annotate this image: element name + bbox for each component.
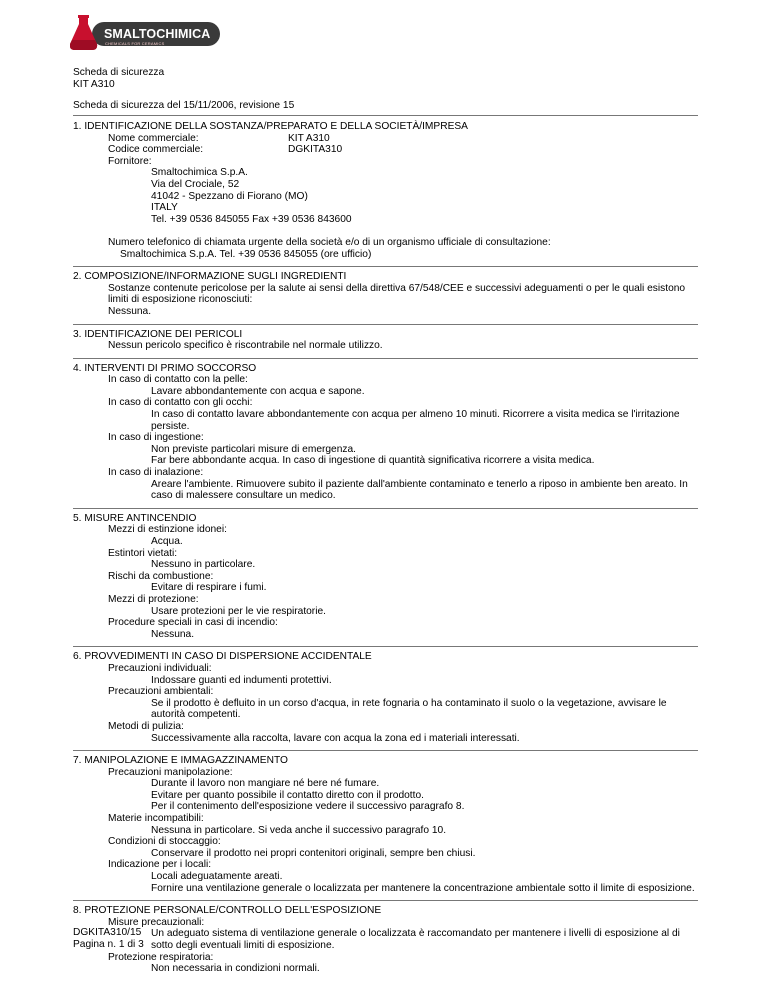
field-value: Durante il lavoro non mangiare né bere né fumare. [151, 778, 380, 790]
field-label: Codice commerciale: [108, 144, 204, 156]
field-value: DGKITA310 [288, 144, 343, 156]
section-7 [73, 755, 698, 901]
section-title: 2. COMPOSIZIONE/INFORMAZIONE SUGLI INGREDIENTI [73, 271, 347, 283]
field-label: Rischi da combustione: [108, 570, 214, 582]
field-value: Conservare il prodotto nei propri contenitori originali, sempre ben chiusi. [151, 847, 476, 859]
section-6 [73, 651, 698, 751]
field-value: Se il prodotto è defluito in un corso d'acqua, in rete fognaria o ha contaminato il suolo o la vegetazione, avvisare le autorità competenti. [151, 697, 667, 721]
section-title: 5. MISURE ANTINCENDIO [73, 512, 197, 524]
field-value: Nessuna in particolare. Si veda anche il successivo paragrafo 10. [151, 824, 447, 836]
field-label: In caso di ingestione: [108, 432, 204, 444]
field-value: Smaltochimica S.p.A. Tel. +39 0536 845055 (ore ufficio) [120, 248, 372, 260]
field-value: Non previste particolari misure di emergenza. [151, 443, 356, 455]
company-logo [70, 14, 222, 54]
field-value: Evitare per quanto possibile il contatto diretto con il prodotto. [151, 789, 424, 801]
address-line: 41042 - Spezzano di Fiorano (MO) [151, 190, 308, 202]
header-product: KIT A310 [73, 78, 115, 90]
field-label: Estintori vietati: [108, 547, 178, 559]
field-value: In caso di contatto lavare abbondantemente con acqua per almeno 10 minuti. Ricorrere a visita medica se l'irritazione persiste. [151, 409, 680, 432]
field-row [73, 133, 698, 145]
field-label: In caso di contatto con la pelle: [108, 374, 248, 386]
field-value: KIT A310 [288, 132, 330, 144]
address-line: Tel. +39 0536 845055 Fax +39 0536 843600 [151, 213, 352, 225]
field-label: Mezzi di protezione: [108, 593, 199, 605]
section-5 [73, 513, 698, 648]
field-value: Usare protezioni per le vie respiratorie. [151, 605, 326, 617]
field-row [73, 144, 698, 156]
field-value: Indossare guanti ed indumenti protettivi. [151, 674, 332, 686]
section-4 [73, 363, 698, 509]
field-label: Mezzi di estinzione idonei: [108, 524, 227, 536]
section-title: 1. IDENTIFICAZIONE DELLA SOSTANZA/PREPARATO E DELLA SOCIETÀ/IMPRESA [73, 121, 468, 132]
document-code: DGKITA310/15 [73, 927, 142, 938]
section-title: 6. PROVVEDIMENTI IN CASO DI DISPERSIONE ACCIDENTALE [73, 651, 372, 663]
field-label: Indicazione per i locali: [108, 859, 212, 871]
field-value: Acqua. [151, 536, 183, 547]
revision-line: Scheda di sicurezza del 15/11/2006, revisione 15 [73, 100, 295, 111]
section-title: 8. PROTEZIONE PERSONALE/CONTROLLO DELL'ESPOSIZIONE [73, 905, 382, 917]
section-text: Nessun pericolo specifico è riscontrabile nel normale utilizzo. [108, 340, 383, 352]
field-label: Precauzioni ambientali: [108, 686, 214, 698]
field-label: In caso di inalazione: [108, 467, 204, 479]
document-body [73, 121, 698, 975]
section-1 [73, 121, 698, 267]
field-label: Nome commerciale: [108, 132, 199, 144]
document-header [73, 67, 164, 90]
field-label: Misure precauzionali: [108, 916, 205, 928]
field-value: Nessuna. [151, 628, 195, 640]
field-value: Nessuna. [108, 305, 152, 317]
header-title: Scheda di sicurezza [73, 67, 165, 78]
field-value: Successivamente alla raccolta, lavare con acqua la zona ed i materiali interessati. [151, 732, 520, 744]
field-value: Un adeguato sistema di ventilazione generale o localizzata è raccomandato per mantenere i livelli di esposizione al di sotto degli eventuali limiti di esposizione. [151, 928, 680, 951]
section-text: Sostanze contenute pericolose per la salute ai sensi della direttiva 67/548/CEE e successivi adeguamenti o per le quali esistono limiti di esposizione riconosciuti: [108, 282, 686, 306]
field-label: In caso di contatto con gli occhi: [108, 397, 253, 409]
field-value: Far bere abbondante acqua. In caso di ingestione di quantità significativa ricorrere a visita medica. [151, 455, 595, 467]
field-label: Protezione respiratoria: [108, 951, 214, 963]
top-divider [73, 115, 698, 116]
address-line: Smaltochimica S.p.A. [151, 167, 248, 179]
address-line: Via del Crociale, 52 [151, 178, 240, 190]
section-title: 4. INTERVENTI DI PRIMO SOCCORSO [73, 362, 257, 374]
field-value: Per il contenimento dell'esposizione vedere il successivo paragrafo 8. [151, 801, 465, 813]
field-label: Fornitore: [108, 155, 152, 167]
page-number: Pagina n. 1 di 3 [73, 938, 144, 950]
field-label: Numero telefonico di chiamata urgente della società e/o di un organismo ufficiale di consultazione: [108, 236, 551, 248]
section-title: 7. MANIPOLAZIONE E IMMAGAZZINAMENTO [73, 755, 288, 767]
field-label: Precauzioni manipolazione: [108, 766, 233, 778]
field-label: Materie incompatibili: [108, 813, 204, 825]
field-value: Evitare di respirare i fumi. [151, 582, 267, 594]
section-8 [73, 905, 698, 975]
section-2 [73, 271, 698, 324]
field-label: Precauzioni individuali: [108, 662, 212, 674]
field-value: Lavare abbondantemente con acqua e sapone. [151, 385, 365, 397]
address-line: ITALY [151, 202, 178, 214]
field-value: Nessuno in particolare. [151, 559, 256, 571]
field-value: Areare l'ambiente. Rimuovere subito il paziente dall'ambiente contaminato e tenerlo a riposo in ambiente ben areato. In caso di malessere consultare un medico. [151, 478, 688, 502]
field-value: Fornire una ventilazione generale o localizzata per mantenere la concentrazione ambientale sotto il limite di esposizione. [151, 882, 695, 894]
field-label: Condizioni di stoccaggio: [108, 836, 221, 848]
field-value: Locali adeguatamente areati. [151, 871, 283, 883]
field-label: Procedure speciali in casi di incendio: [108, 617, 278, 629]
logo-brand-text: SMALTOCHIMICA [104, 27, 211, 41]
section-3 [73, 329, 698, 359]
section-title: 3. IDENTIFICAZIONE DEI PERICOLI [73, 328, 243, 340]
field-label: Metodi di pulizia: [108, 720, 184, 732]
page-footer [73, 927, 144, 950]
logo-tagline: CHEMICALS FOR CERAMICS [105, 41, 165, 46]
field-value: Non necessaria in condizioni normali. [151, 963, 320, 975]
